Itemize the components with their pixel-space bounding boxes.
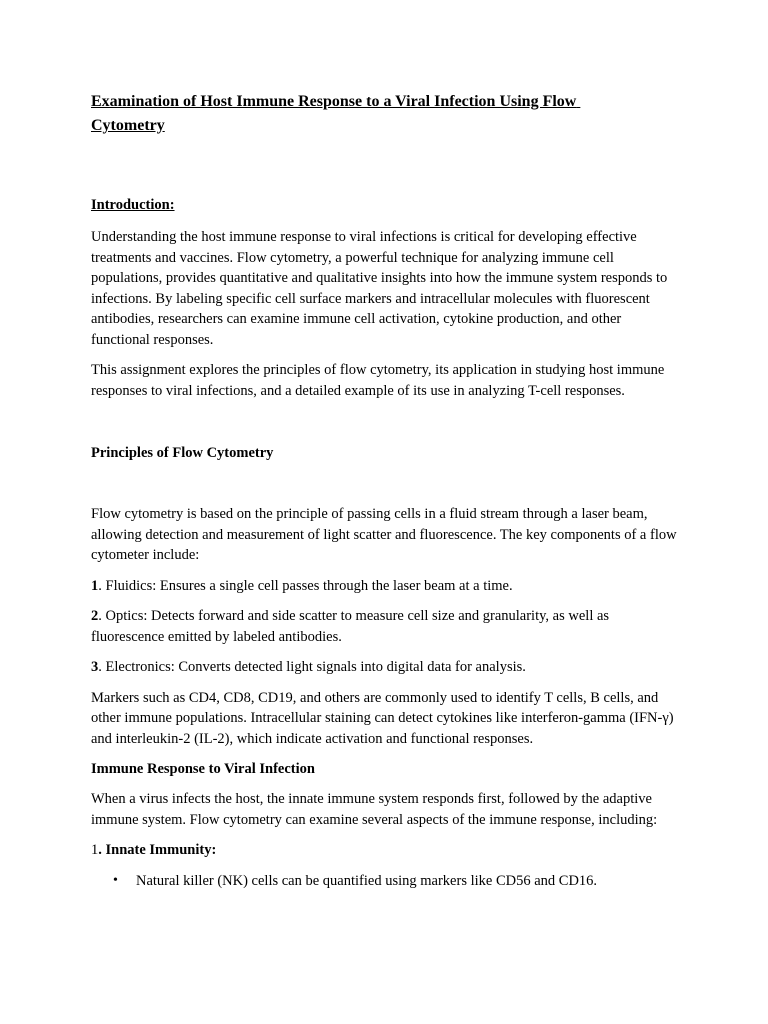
list-number: 1 <box>91 842 99 858</box>
principles-list-item-1 <box>91 576 683 597</box>
document-title: Examination of Host Immune Response to a Viral Infection Using Flow Cytometry <box>91 93 581 134</box>
principles-paragraph-2: Markers such as CD4, CD8, CD19, and others are commonly used to identify T cells, B cells, and other immune populations. Intracellular staining can detect cytokines like interferon-gamma (IFN-γ) and interleukin-2 (IL-2), which indicate activation and functional responses. <box>91 689 674 747</box>
list-number: 2 <box>91 608 99 624</box>
document-page <box>91 90 683 891</box>
list-text: . Fluidics: Ensures a single cell passes through the laser beam at a time. <box>98 577 513 594</box>
bullet-list-item <box>91 871 683 892</box>
bullet-text: Natural killer (NK) cells can be quantified using markers like CD56 and CD16. <box>136 872 598 889</box>
list-text: . Electronics: Converts detected light signals into digital data for analysis. <box>98 659 526 675</box>
immune-response-heading: Immune Response to Viral Infection <box>91 761 315 777</box>
bullet-icon: • <box>113 872 118 888</box>
introduction-paragraph-2: This assignment explores the principles of flow cytometry, its application in studying host immune responses to viral infections, and a detailed example of its use in analyzing T-cell responses. <box>91 362 665 399</box>
list-label: . Innate Immunity: <box>98 842 217 858</box>
introduction-paragraph-1: Understanding the host immune response to viral infections is critical for developing effective treatments and vaccines. Flow cytometry, a powerful technique for analyzing immune cell populations, provides quantitative and qualitative insights into how the immune system responds to infections. By labeling specific cell surface markers and intracellular molecules with fluorescent antibodies, researchers can examine immune cell activation, cytokine production, and other functional responses. <box>91 229 668 348</box>
immune-response-paragraph-1: When a virus infects the host, the innate immune system responds first, followed by the adaptive immune system. Flow cytometry can examine several aspects of the immune response, including: <box>91 791 658 828</box>
immune-list-item-1 <box>91 840 683 861</box>
list-number: 3 <box>91 659 99 675</box>
introduction-heading: Introduction: <box>91 197 175 213</box>
principles-heading: Principles of Flow Cytometry <box>91 445 274 461</box>
list-number: 1 <box>91 577 99 594</box>
list-text: . Optics: Detects forward and side scatter to measure cell size and granularity, as well as fluorescence emitted by labeled antibodies. <box>91 608 610 645</box>
principles-list-item-3 <box>91 657 683 678</box>
principles-list-item-2 <box>91 606 683 647</box>
principles-paragraph-1: Flow cytometry is based on the principle of passing cells in a fluid stream through a laser beam, allowing detection and measurement of light scatter and fluorescence. The key components of a flow cytometer include: <box>91 506 677 563</box>
